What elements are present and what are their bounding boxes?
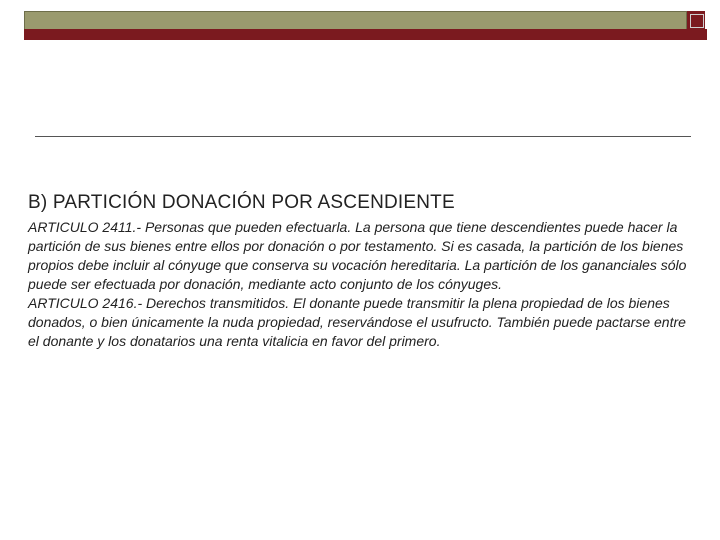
article-2416-label: ARTICULO 2416: [28, 295, 134, 311]
slide-title: B) PARTICIÓN DONACIÓN POR ASCENDIENTE: [28, 192, 455, 213]
article-2416-text: .- Derechos transmitidos. El donante puede transmitir la plena propiedad de los bienes donados, o bien únicamente la nuda propiedad, reservándose el usufructo. También puede pactarse entre el donante y los donatarios una renta vitalicia en favor del primero.: [28, 295, 686, 349]
article-2411-label: ARTICULO 2411: [28, 219, 133, 235]
article-2411-text: .- Personas que pueden efectuarla. La persona que tiene descendientes puede hacer la partición de sus bienes entre ellos por donación o por testamento. Si es casada, la partición de los bienes propios debe incluir al cónyuge que conserva su vocación hereditaria. La partición de los gananciales sólo puede ser efectuada por donación, mediante acto conjunto de los cónyuges.: [28, 219, 687, 292]
article-2411-paragraph: [28, 218, 693, 294]
article-2416-paragraph: [28, 294, 693, 351]
title-divider: [35, 136, 691, 137]
header-red-bar: [24, 29, 707, 40]
slide-content: [28, 192, 693, 351]
header-olive-bar: [24, 11, 687, 31]
corner-square-icon: [690, 14, 704, 28]
